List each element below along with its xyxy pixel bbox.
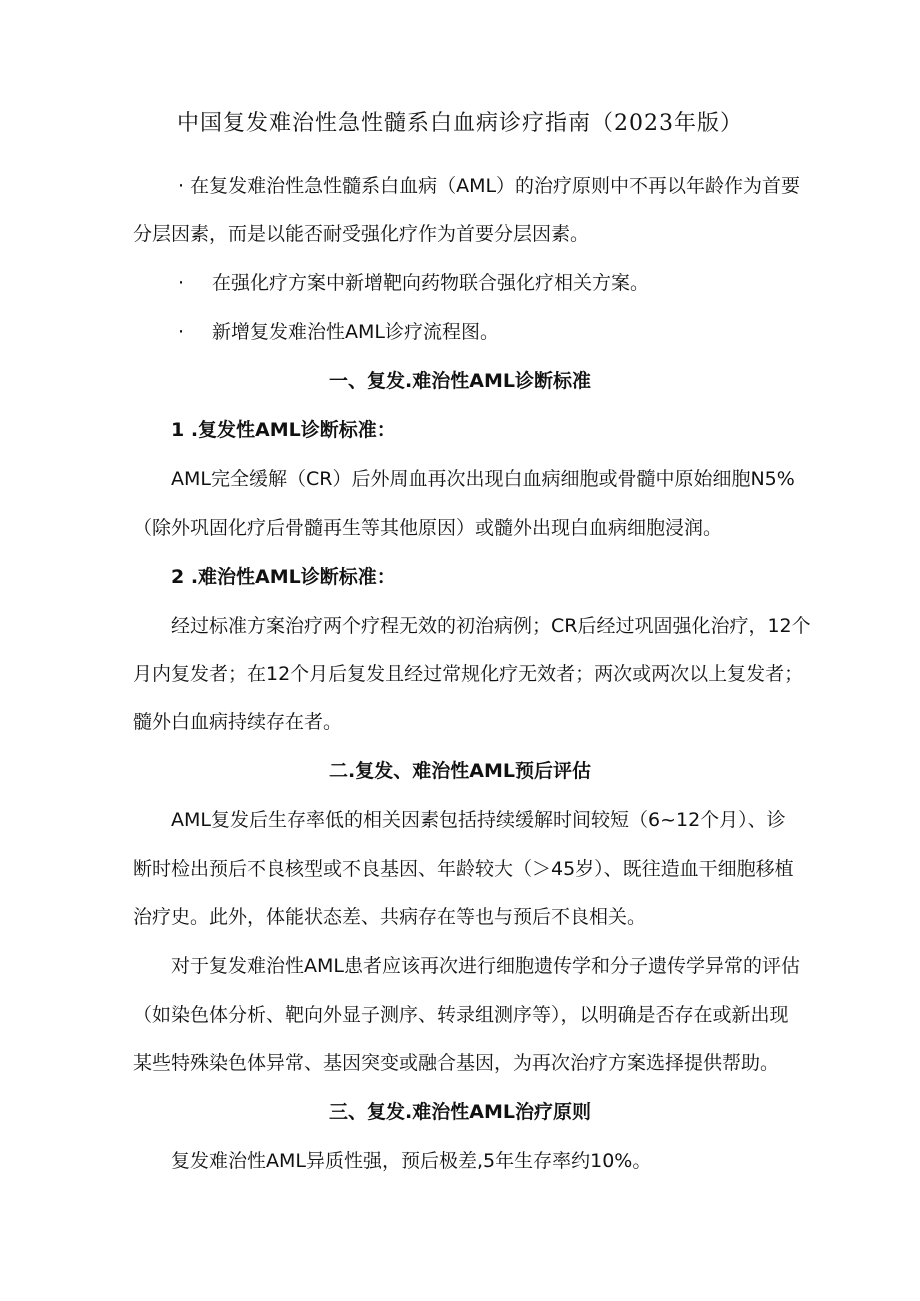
section-2-para-2-line-3: 某些特殊染色体异常、基因突变或融合基因，为再次治疗方案选择提供帮助。 [133,1052,780,1074]
update-item-2-bullet: · [178,272,185,294]
section-1-heading: 一、复发.难治性AML诊断标准 [329,370,591,392]
section-2-para-2-line-2: （如染色体分析、靶向外显子测序、转录组测序等），以明确是否存在或新出现 [133,1004,789,1026]
update-item-2-text: 在强化疗方案中新增靶向药物联合强化疗相关方案。 [212,272,650,294]
section-1-sub-1-heading: 1 .复发性AML诊断标准： [171,419,396,441]
update-item-1-line-2: 分层因素，而是以能否耐受强化疗作为首要分层因素。 [133,223,590,245]
section-1-sub-2-line-1: 经过标准方案治疗两个疗程无效的初治病例；CR后经过巩固强化治疗，12个 [171,615,811,637]
section-2-para-1-line-1: AML复发后生存率低的相关因素包括持续缓解时间较短（6~12个月）、诊 [171,809,786,831]
section-1-sub-2-heading: 2 .难治性AML诊断标准： [171,566,396,588]
section-2-para-1-line-3: 治疗史。此外，体能状态差、共病存在等也与预后不良相关。 [133,906,647,928]
section-1-sub-1-line-2: （除外巩固化疗后骨髓再生等其他原因）或髓外出现白血病细胞浸润。 [133,517,723,539]
update-item-3-bullet: · [178,321,185,343]
update-item-1-line-1: · 在复发难治性急性髓系白血病（AML）的治疗原则中不再以年龄作为首要 [178,175,801,197]
section-1-sub-2-line-2: 月内复发者；在12个月后复发且经过常规化疗无效者；两次或两次以上复发者； [133,663,804,685]
section-2-heading: 二.复发、难治性AML预后评估 [329,760,591,782]
section-2-para-1-line-2: 断时检出预后不良核型或不良基因、年龄较大（＞45岁）、既往造血干细胞移植 [133,858,794,880]
section-3-para-1: 复发难治性AML异质性强，预后极差,5年生存率约10%。 [171,1150,652,1172]
section-3-heading: 三、复发.难治性AML治疗原则 [329,1101,591,1123]
section-1-sub-2-line-3: 髓外白血病持续存在者。 [133,711,343,733]
section-1-sub-1-line-1: AML完全缓解（CR）后外周血再次出现白血病细胞或骨髓中原始细胞N5% [171,468,795,490]
document-title: 中国复发难治性急性髓系白血病诊疗指南（2023年版） [177,111,743,136]
section-2-para-2-line-1: 对于复发难治性AML患者应该再次进行细胞遗传学和分子遗传学异常的评估 [171,955,800,977]
update-item-3-text: 新增复发难治性AML诊疗流程图。 [212,321,499,343]
